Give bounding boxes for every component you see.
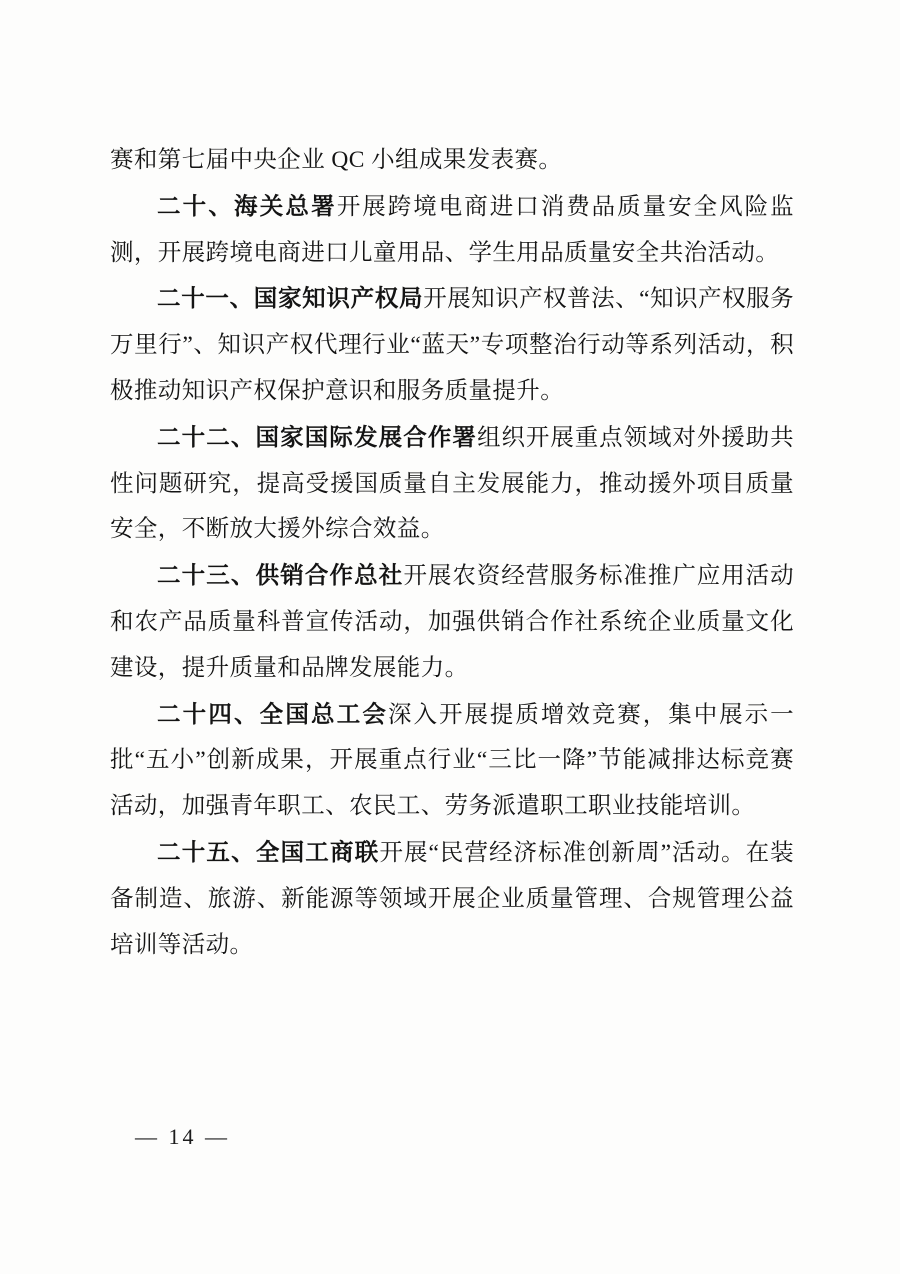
paragraph-item-24 [110,692,794,830]
org-name-bold: 二十三、供销合作总社 [157,562,404,589]
page-number: — 14 — [135,1124,230,1149]
paragraph-text: 开展知识产权普法、“知识产权服务万里行”、知识产权代理行业“蓝天”专项整治行动等系列活动，积极推动知识产权保护意识和服务质量提升。 [110,286,794,404]
paragraph-text: 开展“民营经济标准创新周”活动。在装备制造、旅游、新能源等领域开展企业质量管理、合规管理公益培训等活动。 [110,839,794,958]
paragraph-item-22 [110,415,794,553]
org-name-bold: 二十二、国家国际发展合作署 [157,423,478,450]
paragraph-continuation [110,138,794,184]
paragraph-item-21 [110,276,794,414]
paragraph-item-25 [110,830,794,968]
paragraph-text: 开展跨境电商进口消费品质量安全风险监测，开展跨境电商进口儿童用品、学生用品质量安全共治活动。 [110,193,794,266]
paragraph-text: 开展农资经营服务标准推广应用活动和农产品质量科普宣传活动，加强供销合作社系统企业质量文化建设，提升质量和品牌发展能力。 [110,563,794,681]
text-block [110,138,794,968]
paragraph-text: 赛和第七届中央企业 QC 小组成果发表赛。 [110,147,563,173]
paragraph-text: 深入开展提质增效竞赛，集中展示一批“五小”创新成果，开展重点行业“三比一降”节能减排达标竞赛活动，加强青年职工、农民工、劳务派遣职工职业技能培训。 [110,701,795,820]
org-name-bold: 二十一、国家知识产权局 [157,285,424,312]
org-name-bold: 二十五、全国工商联 [157,838,380,865]
paragraph-item-20 [110,184,794,277]
paragraph-text: 组织开展重点领域对外援助共性问题研究，提高受援国质量自主发展能力，推动援外项目质量安全，不断放大援外综合效益。 [110,424,794,543]
paragraph-item-23 [110,553,794,691]
org-name-bold: 二十四、全国总工会 [157,700,389,727]
org-name-bold: 二十、海关总署 [157,192,337,219]
